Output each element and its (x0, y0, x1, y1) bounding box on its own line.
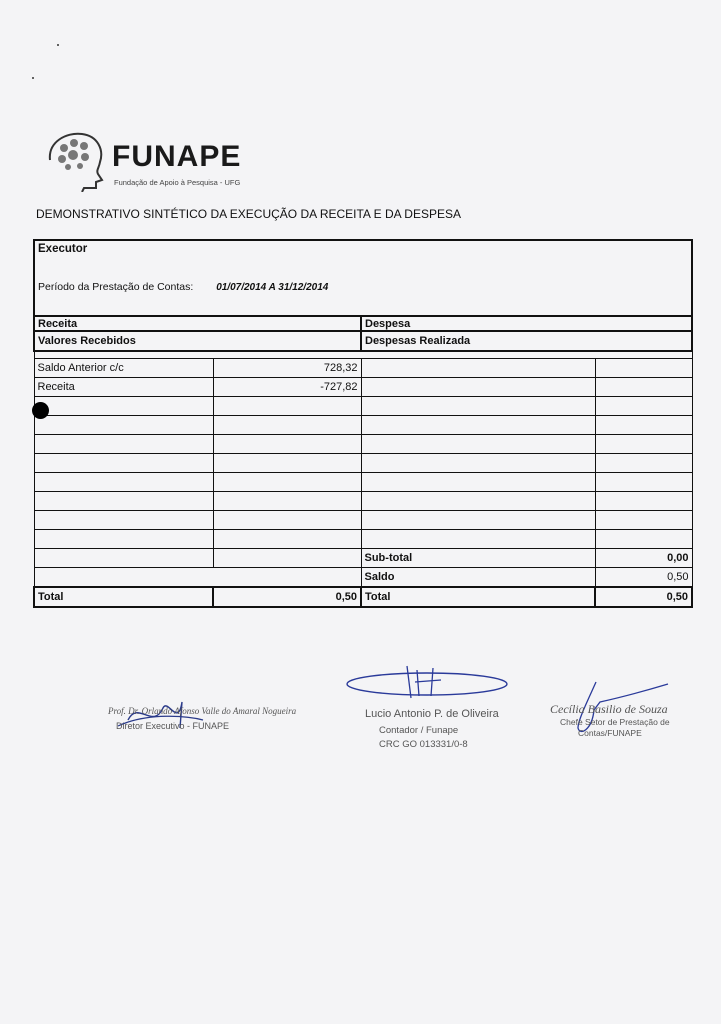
despesa-total-label: Total (361, 587, 595, 607)
receita-subheader: Valores Recebidos (34, 331, 361, 351)
receita-row-value: 728,32 (213, 359, 361, 378)
logo-wordmark: FUNAPE (112, 140, 242, 173)
contador-name: Lucio Antonio P. de Oliveira (365, 708, 499, 720)
receita-total-label: Total (34, 587, 213, 607)
receita-row-label: Saldo Anterior c/c (34, 359, 213, 378)
table-row (34, 473, 692, 492)
table-row (34, 492, 692, 511)
receita-total-value: 0,50 (213, 587, 361, 607)
table-row (34, 530, 692, 549)
period-label: Período da Prestação de Contas: (38, 281, 194, 293)
table-row (34, 397, 692, 416)
table-row (34, 416, 692, 435)
chefe-role: Chefe Setor de Prestação de (560, 717, 670, 727)
chefe-name: Cecília Basilio de Souza (550, 702, 668, 716)
speck (32, 77, 34, 79)
saldo-value: 0,50 (595, 568, 692, 588)
director-name: Prof. Dr. Orlando Afonso Valle do Amaral Nogueira (108, 706, 297, 716)
spacer (34, 351, 692, 359)
signature-scribble-icon (345, 662, 515, 707)
receita-row-value: -727,82 (213, 378, 361, 397)
period-line (38, 281, 688, 293)
signature-director (108, 690, 297, 740)
despesa-row-label (361, 378, 595, 397)
despesa-header: Despesa (361, 316, 692, 331)
despesa-row-value (595, 378, 692, 397)
contador-role: Contador / Funape (379, 725, 459, 736)
contador-crc: CRC GO 013331/0-8 (379, 739, 468, 750)
chefe-role-line2: Contas/FUNAPE (578, 728, 642, 738)
despesa-row-value (595, 359, 692, 378)
saldo-label: Saldo (361, 568, 595, 588)
despesa-total-value: 0,50 (595, 587, 692, 607)
table-row (34, 435, 692, 454)
executor-label: Executor (38, 243, 88, 255)
receita-row-label: Receita (34, 378, 213, 397)
subtotal-value: 0,00 (595, 549, 692, 568)
subtotal-label: Sub-total (361, 549, 595, 568)
executor-cell (34, 240, 692, 316)
signature-contador (345, 662, 515, 757)
despesa-row-label (361, 359, 595, 378)
ink-blot (32, 402, 49, 419)
document-title: DEMONSTRATIVO SINTÉTICO DA EXECUÇÃO DA RECEITA E DA DESPESA (36, 207, 461, 221)
receita-header: Receita (34, 316, 361, 331)
table-row (34, 454, 692, 473)
speck (57, 44, 59, 46)
table-row (34, 511, 692, 530)
logo-subtitle: Fundação de Apoio à Pesquisa - UFG (114, 178, 241, 187)
statement-table (33, 239, 693, 608)
director-role: Diretor Executivo - FUNAPE (116, 721, 230, 731)
despesa-subheader: Despesas Realizada (361, 331, 692, 351)
period-value: 01/07/2014 A 31/12/2014 (216, 282, 329, 293)
signature-chefe (548, 680, 688, 740)
